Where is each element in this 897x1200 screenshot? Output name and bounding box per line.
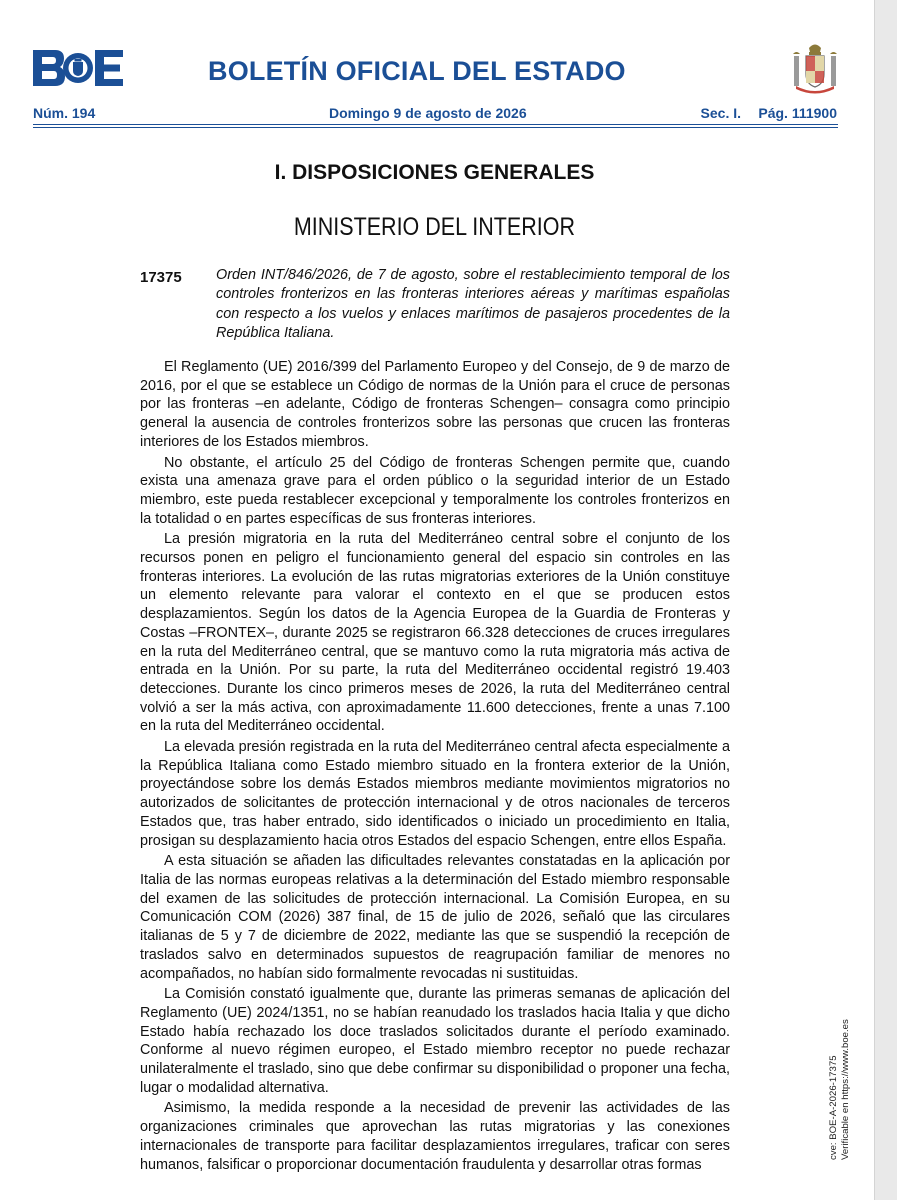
masthead [33, 40, 838, 102]
header-divider-secondary [33, 127, 838, 128]
issue-date: Domingo 9 de agosto de 2026 [329, 105, 527, 121]
coat-of-arms-icon [792, 40, 838, 96]
body-paragraph: La Comisión constató igualmente que, durante las primeras semanas de aplicación del Reglamento (UE) 2024/1351, no se habían reanudado los traslados hacia Italia y que dicho Estado había rechazado los doce traslados solicitados durante el período examinado. Conforme al nuevo régimen europeo, el Estado miembro receptor no puede rechazar unilateralmente el traslado, sino que debe confirmar su disponibilidad o proponer una fecha, lugar o modalidad alternativa. [140, 986, 730, 1096]
boe-logo-icon [33, 50, 123, 86]
body-text [140, 358, 730, 1176]
cve-code: cve: BOE-A-2026-17375 [828, 1055, 839, 1160]
order-summary: Orden INT/846/2026, de 7 de agosto, sobre el restablecimiento temporal de los controles fronterizos en las fronteras interiores aéreas y marítimas españolas con respecto a los vuelos y enlaces marítimos de pasajeros procedentes de la República Italiana. [216, 267, 730, 341]
body-paragraph: La presión migratoria en la ruta del Mediterráneo central sobre el conjunto de los recursos ponen en peligro el funcionamiento general del espacio sin controles en las fronteras interiores. La evolución de las rutas migratorias exteriores de la Unión constituye un elemento relevante para valorar el contexto en el que se producen estos desplazamientos. Según los datos de la Agencia Europea de la Guardia de Fronteras y Costas –FRONTEX–, durante 2025 se registraron 66.328 detecciones de cruces irregulares en la ruta del Mediterráneo central, que se mantuvo como la ruta migratoria más activa de entrada en la Unión. Por su parte, la ruta del Mediterráneo occidental registró 19.403 detecciones. Durante los cinco primeros meses de 2026, la ruta del Mediterráneo central volvió a ser la más activa, con aproximadamente 11.600 detecciones, frente a unas 7.100 en la ruta del Mediterráneo occidental. [140, 531, 730, 735]
body-paragraph: A esta situación se añaden las dificultades relevantes constatadas en la aplicación por Italia de las normas europeas relativas a la determinación del Estado miembro responsable del examen de las solicitudes de protección internacional. La Comisión Europea, en su Comunicación COM (2026) 387 final, de 15 de julio de 2026, señaló que las circulares italianas de 5 y 7 de diciembre de 2022, mediante las que se suspendió la recepción de traslados salvo en determinados supuestos de reagrupación familiar de menores no acompañados, no habían sido formalmente revocadas ni sustituidas. [140, 853, 730, 982]
verification-link[interactable]: Verificable en https://www.boe.es [840, 1019, 851, 1160]
section-title: I. DISPOSICIONES GENERALES [274, 161, 595, 184]
ministry-title: MINISTERIO DEL INTERIOR [293, 213, 575, 241]
header-divider [33, 124, 838, 125]
body-paragraph: La elevada presión registrada en la ruta del Mediterráneo central afecta especialmente a la República Italiana como Estado miembro situado en la frontera exterior de la Unión, proyectándose sobre los demás Estados miembros mediante movimientos migratorios no autorizados de solicitantes de protección internacional y de otros nacionales de terceros Estados que, tras haber entrado, sido identificados o iniciado un procedimiento en Italia, prosigan su desplazamiento hacia otros Estados del espacio Schengen, entre ellos España. [140, 739, 730, 849]
body-paragraph: No obstante, el artículo 25 del Código de fronteras Schengen permite que, cuando exista una amenaza grave para el orden público o la seguridad interior de un Estado miembro, este pueda restablecer excepcional y temporalmente los controles fronterizos en la totalidad o en partes específicas de sus fronteras interiores. [140, 454, 730, 527]
page-edge-strip [874, 0, 897, 1200]
section-label: Sec. I. [700, 105, 741, 121]
order-number: 17375 [140, 269, 182, 286]
page-number: Pág. 111900 [758, 105, 837, 121]
cve-verification-note [828, 1019, 852, 1160]
issue-number: Núm. 194 [33, 105, 96, 121]
body-paragraph: El Reglamento (UE) 2016/399 del Parlamento Europeo y del Consejo, de 9 de marzo de 2016, por el que se establece un Código de normas de la Unión para el cruce de personas por las fronteras –en adelante, Código de fronteras Schengen– consagra como principio general la ausencia de controles fronterizos sobre las personas que crucen las fronteras interiores de los Estados miembros. [140, 359, 730, 450]
publication-title: BOLETÍN OFICIAL DEL ESTADO [208, 56, 626, 86]
body-paragraph: Asimismo, la medida responde a la necesidad de prevenir las actividades de las organizaciones criminales que aprovechan las rutas migratorias y las conexiones internacionales de transporte para facilitar desplazamientos irregulares, traficar con seres humanos, falsificar o proporcionar documentación fraudulenta y desarrollar otras formas [140, 1100, 730, 1173]
